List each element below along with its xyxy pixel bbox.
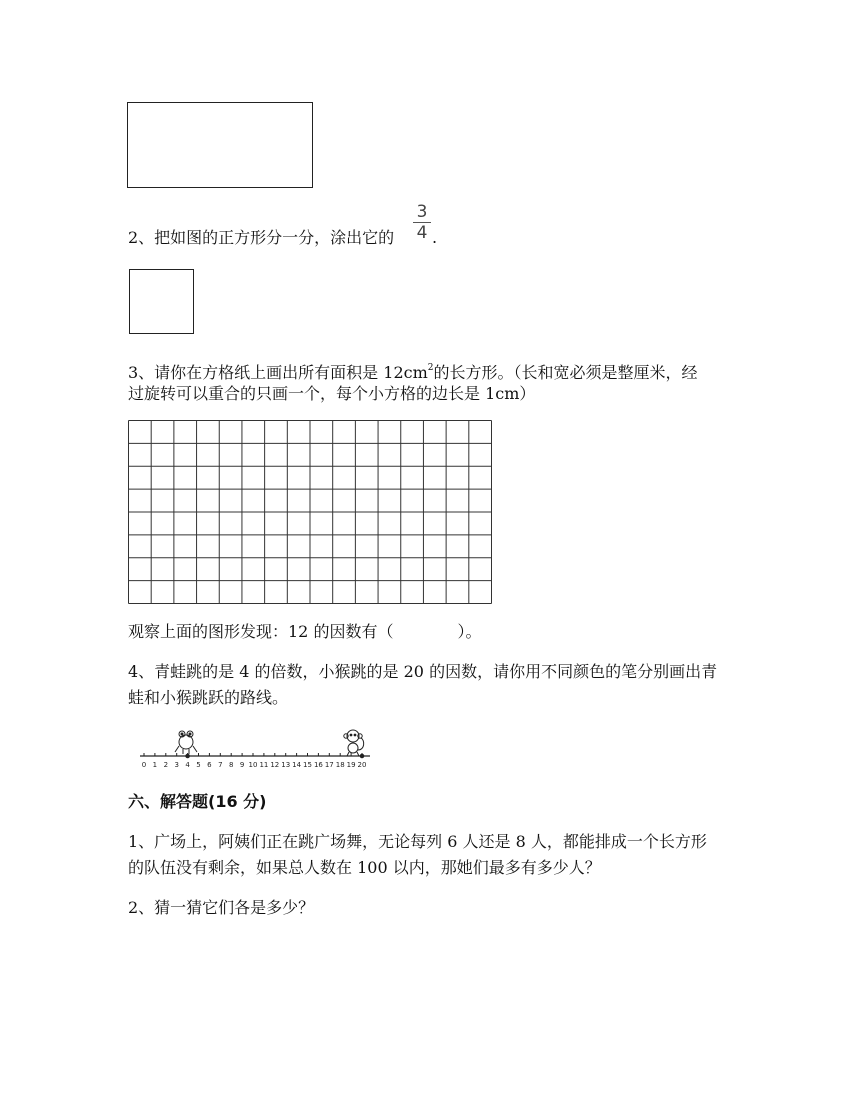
s6-q2: 2、猜一猜它们各是多少？ [128, 898, 315, 917]
blank-rectangle [127, 102, 313, 188]
q3-line1 [128, 356, 698, 385]
blank-square [129, 269, 194, 334]
q2-text-before: 2、把如图的正方形分一分，涂出它的 [128, 228, 395, 247]
number-line-label: 15 [303, 761, 312, 769]
fraction-numerator: 3 [416, 202, 428, 222]
q2-text-after: . [432, 228, 438, 247]
monkey-icon [344, 730, 364, 756]
q3-line2: 过旋转可以重合的只画一个，每个小方格的边长是 1cm） [128, 384, 536, 403]
q3-line1-before: 3、请你在方格纸上画出所有面积是 12cm [128, 363, 428, 382]
number-line-label: 17 [324, 761, 334, 769]
number-line-label: 7 [218, 761, 223, 769]
number-line-label: 4 [185, 761, 190, 769]
section6-heading: 六、解答题(16 分) [128, 792, 267, 811]
number-line-label: 18 [335, 761, 345, 769]
fraction-denominator: 4 [416, 223, 428, 243]
frog-icon [175, 731, 197, 754]
grid-paper [128, 420, 492, 604]
q4-line1: 4、青蛙跳的是 4 的倍数，小猴跳的是 20 的因数，请你用不同颜色的笔分别画出青 [128, 662, 718, 681]
number-line-label: 19 [346, 761, 356, 769]
fraction-three-quarters [412, 203, 432, 242]
number-line-marker [186, 754, 190, 758]
number-line-label: 2 [163, 761, 169, 769]
number-line-figure [136, 722, 376, 774]
q3-observation: 观察上面的图形发现：12 的因数有（ ）。 [128, 622, 482, 641]
number-line-label: 8 [228, 761, 234, 769]
number-line-label: 0 [141, 761, 147, 769]
q4-line2: 蛙和小猴跳跃的路线。 [128, 688, 289, 707]
number-line-label: 6 [207, 761, 212, 769]
q3-superscript: 2 [427, 363, 434, 373]
number-line-marker [360, 754, 364, 758]
number-line-label: 12 [270, 761, 280, 769]
q3-line1-after: 的长方形。（长和宽必须是整厘米，经 [433, 363, 698, 382]
number-line-label: 10 [248, 761, 258, 769]
number-line-label: 11 [259, 761, 269, 769]
s6-q1-line1: 1、广场上，阿姨们正在跳广场舞，无论每列 6 人还是 8 人，都能排成一个长方形 [128, 832, 707, 851]
number-line-label: 16 [313, 761, 323, 769]
number-line-label: 14 [292, 761, 302, 769]
number-line-label: 20 [357, 761, 367, 769]
number-line-label: 13 [281, 761, 291, 769]
number-line-label: 1 [152, 761, 158, 769]
number-line-label: 9 [239, 761, 245, 769]
number-line-label: 5 [196, 761, 201, 769]
s6-q1-line2: 的队伍没有剩余，如果总人数在 100 以内，那她们最多有多少人？ [128, 858, 601, 877]
number-line-label: 3 [174, 761, 179, 769]
q2-text [128, 226, 394, 250]
